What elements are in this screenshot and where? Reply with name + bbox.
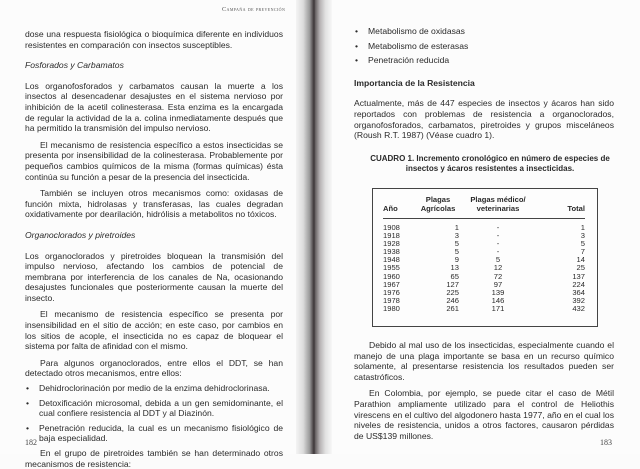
cell-medical: 72 bbox=[493, 271, 503, 281]
cell-total: 3 bbox=[580, 231, 585, 241]
section-heading-importancia: Importancia de la Resistencia bbox=[354, 77, 475, 88]
page-number-left: 182 bbox=[25, 438, 37, 447]
list-item: • Penetración reducida, la cual es un mecanismo fisiológico de baja especialidad. bbox=[25, 423, 283, 444]
resistance-table bbox=[383, 195, 585, 313]
list-item: • Dehidroclorinación por medio de la enzima dehidroclorinasa. bbox=[25, 383, 283, 394]
cell-total: 392 bbox=[572, 295, 585, 305]
cell-agricultural: 5 bbox=[454, 247, 459, 257]
resistance-table-box bbox=[372, 188, 598, 327]
paragraph: En el grupo de piretroides también se han determinado otros mecanismos de resistencia: bbox=[25, 448, 283, 469]
list-item: • Metabolismo de oxidasas bbox=[354, 26, 614, 37]
cell-medical: - bbox=[496, 247, 500, 257]
running-head: Campaña de prevención bbox=[222, 6, 286, 13]
cell-medical: - bbox=[496, 223, 500, 232]
cell-total: 1 bbox=[580, 223, 585, 232]
right-page-top bbox=[354, 26, 614, 141]
paragraph: El mecanismo de resistencia específico se presenta por insensibilidad en el sitio de acción; en este caso, por cambios en los sitios de acople, el insecticida no es capaz de bloquear el sistema por falta de afinidad con el mismo. bbox=[25, 309, 283, 352]
cell-total: 364 bbox=[572, 287, 585, 297]
list-item: • Detoxificación microsomal, debida a un gen semidominante, el cual confiere resistencia al DDT y al Diazinón. bbox=[25, 398, 283, 419]
paragraph: Los organoclorados y piretroides bloquean la transmisión del impulso nervioso, afectando los cambios de potencial de membrana por interferencia de los canales de Na, ocasionando desajustes funcionales que posteriormente causan la muerte del insecto. bbox=[25, 250, 283, 303]
table-caption bbox=[356, 154, 624, 174]
cell-medical: 12 bbox=[493, 263, 503, 273]
table-row bbox=[383, 281, 585, 289]
cell-agricultural: 261 bbox=[446, 303, 459, 313]
table-row bbox=[383, 297, 585, 305]
right-page-bottom bbox=[354, 340, 614, 441]
cell-agricultural: 13 bbox=[450, 263, 459, 273]
section-heading-organoclorados: Organoclorados y piretroides bbox=[25, 229, 136, 240]
paragraph: Debido al mal uso de los insecticidas, especialmente cuando el manejo de una plaga importante se basa en un recurso químico solamente, al presentarse resistencia los resultados pueden ser catastróficos. bbox=[354, 340, 614, 382]
cell-medical: - bbox=[496, 231, 500, 241]
cell-year: 1980 bbox=[383, 303, 400, 313]
cell-year: 1967 bbox=[383, 279, 400, 289]
cell-total: 5 bbox=[580, 239, 585, 249]
cell-total: 25 bbox=[576, 263, 585, 273]
cell-total: 432 bbox=[572, 303, 585, 313]
table-row bbox=[383, 219, 585, 233]
table-row bbox=[383, 305, 585, 313]
book-spine bbox=[296, 0, 332, 454]
cell-medical: 97 bbox=[493, 279, 503, 289]
cell-medical: 146 bbox=[491, 295, 505, 305]
paragraph: Actualmente, más de 447 especies de insectos y ácaros han sido reportados con problemas de resistencia a organoclorados, organofosforados, carbamatos, piretroides y grupos misceláneos (Roush R.T. 1987) (Véase cuadro 1). bbox=[354, 98, 614, 141]
paragraph: También se incluyen otros mecanismos como: oxidasas de función mixta, hidrolasas y transferasas, las cuales degradan oxidativamente por dearilación, hidrólisis a metabolitos no tóxicos. bbox=[25, 188, 283, 220]
cell-total: 224 bbox=[572, 279, 585, 289]
table-row bbox=[383, 289, 585, 297]
cell-agricultural: 1 bbox=[454, 223, 459, 232]
cell-year: 1948 bbox=[383, 255, 400, 265]
cell-agricultural: 127 bbox=[446, 279, 459, 289]
column-header-total: Total bbox=[537, 195, 585, 219]
left-page-body bbox=[25, 29, 283, 469]
cell-year: 1928 bbox=[383, 239, 400, 249]
cell-year: 1976 bbox=[383, 287, 400, 297]
cell-total: 137 bbox=[572, 271, 585, 281]
table-row bbox=[383, 256, 585, 264]
list-item: • Metabolismo de esterasas bbox=[354, 41, 614, 52]
cell-year: 1918 bbox=[383, 231, 400, 241]
cell-agricultural: 3 bbox=[454, 231, 459, 241]
cell-agricultural: 65 bbox=[450, 271, 459, 281]
cell-agricultural: 225 bbox=[446, 287, 459, 297]
cell-year: 1938 bbox=[383, 247, 400, 257]
cell-year: 1978 bbox=[383, 295, 400, 305]
paragraph: Los organofosforados y carbamatos causan la muerte a los insectos al desencadenar desajustes en el sistema nervioso por inhibición de la acetil colinesterasa. Esta enzima es la encargada de regular la actividad de la a. colina inmediatamente después que ha permitido la transmisión del impulso nervioso. bbox=[25, 80, 283, 134]
table-row bbox=[383, 264, 585, 272]
cell-medical: - bbox=[496, 239, 500, 249]
table-row bbox=[383, 240, 585, 248]
column-header-year: Año bbox=[383, 195, 417, 219]
table-row bbox=[383, 248, 585, 256]
cell-year: 1908 bbox=[383, 223, 400, 232]
cell-agricultural: 9 bbox=[454, 255, 459, 265]
paragraph: El mecanismo de resistencia específico a estos insecticidas se presenta por insensibilidad de la colinesterasa. Probablemente por pequeños cambios químicos de la misma (formas químicas) ésta continúa su función a pesar de la presencia del insecticida. bbox=[25, 139, 283, 182]
cell-total: 7 bbox=[580, 247, 585, 257]
table-caption-text: CUADRO 1. Incremento cronológico en número de especies de insectos y ácaros resistentes a insecticidas. bbox=[370, 154, 610, 173]
column-header-medical: Plagas médico/ veterinarias bbox=[459, 195, 537, 219]
paragraph: En Colombia, por ejemplo, se puede citar el caso de Métil Parathion ampliamente utilizado para el control de Heliothis virescens en el cultivo del algodonero hasta 1977, año en el cual los niveles de resistencia, unidos a otros factores, causaron pérdidas de US$139 millones. bbox=[354, 388, 614, 441]
cell-agricultural: 5 bbox=[454, 239, 459, 249]
cell-year: 1955 bbox=[383, 263, 400, 273]
cell-medical: 139 bbox=[491, 287, 505, 297]
list-item: • Penetración reducida bbox=[354, 55, 614, 66]
cell-agricultural: 246 bbox=[446, 295, 459, 305]
piretroide-mechanism-list bbox=[354, 26, 614, 66]
section-heading-fosforados: Fosforados y Carbamatos bbox=[25, 60, 124, 71]
mechanism-list bbox=[25, 383, 283, 444]
cell-total: 14 bbox=[576, 255, 585, 265]
paragraph: Para algunos organoclorados, entre ellos el DDT, se han detectado otros mecanismos, entre ellos: bbox=[25, 357, 283, 379]
page-number-right: 183 bbox=[600, 438, 612, 447]
table-row bbox=[383, 232, 585, 240]
cell-medical: 171 bbox=[491, 303, 505, 313]
table-row bbox=[383, 273, 585, 281]
cell-year: 1960 bbox=[383, 271, 400, 281]
intro-paragraph: dose una respuesta fisiológica o bioquímica diferente en individuos resistentes en comparación con insectos susceptibles. bbox=[25, 29, 283, 50]
cell-medical: 5 bbox=[495, 255, 501, 265]
column-header-agricultural: Plagas Agrícolas bbox=[417, 195, 459, 219]
